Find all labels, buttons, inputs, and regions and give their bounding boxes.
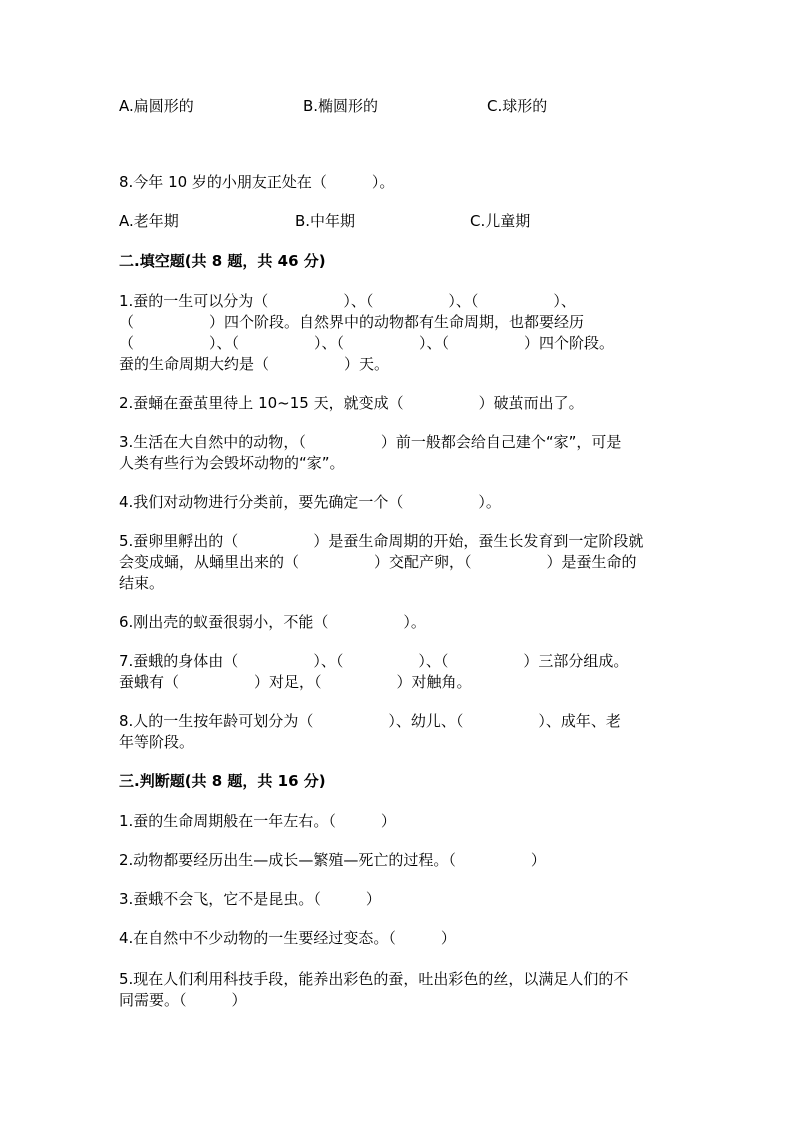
section3-title: 三.判断题(共 8 题，共 16 分) — [119, 772, 326, 790]
s2-q8-line2: 年等阶段。 — [119, 733, 195, 751]
q7-option-c: C.球形的 — [487, 97, 548, 115]
s2-q7-line2: 蚕蛾有（ ）对足，（ ）对触角。 — [119, 673, 472, 691]
q8-option-a: A.老年期 — [119, 212, 179, 230]
s3-q3: 3.蚕蛾不会飞，它不是昆虫。（ ） — [119, 890, 381, 908]
s2-q1-line2: （ ）四个阶段。自然界中的动物都有生命周期，也都要经历 — [119, 313, 585, 331]
s3-q4: 4.在自然中不少动物的一生要经过变态。（ ） — [119, 929, 456, 947]
s2-q5-line3: 结束。 — [119, 574, 165, 592]
s2-q8-line1: 8.人的一生按年龄可划分为（ ）、幼儿、（ ）、成年、老 — [119, 712, 621, 730]
s3-q1: 1.蚕的生命周期般在一年左右。（ ） — [119, 812, 396, 830]
s2-q5-line2: 会变成蛹，从蛹里出来的（ ）交配产卵，（ ）是蚕生命的 — [119, 553, 637, 571]
section2-title: 二.填空题(共 8 题，共 46 分) — [119, 252, 326, 270]
s3-q2: 2.动物都要经历出生—成长—繁殖—死亡的过程。（ ） — [119, 851, 546, 869]
s2-q1-line4: 蚕的生命周期大约是（ ）天。 — [119, 355, 390, 373]
s3-q5-line2: 同需要。（ ） — [119, 991, 247, 1009]
s2-q3-line1: 3.生活在大自然中的动物，（ ）前一般都会给自己建个“家”，可是 — [119, 433, 622, 451]
q8-option-b: B.中年期 — [295, 212, 356, 230]
q7-option-a: A.扁圆形的 — [119, 97, 194, 115]
s2-q7-line1: 7.蚕蛾的身体由（ ）、（ ）、（ ）三部分组成。 — [119, 652, 629, 670]
s2-q4: 4.我们对动物进行分类前，要先确定一个（ ）。 — [119, 493, 501, 511]
s2-q6: 6.刚出壳的蚁蚕很弱小，不能（ ）。 — [119, 613, 426, 631]
s3-q5-line1: 5.现在人们利用科技手段，能养出彩色的蚕，吐出彩色的丝，以满足人们的不 — [119, 970, 629, 988]
s2-q1-line3: （ ）、（ ）、（ ）、（ ）四个阶段。 — [119, 334, 615, 352]
q8-stem: 8.今年 10 岁的小朋友正处在（ ）。 — [119, 173, 395, 191]
s2-q1-line1: 1.蚕的一生可以分为（ ）、（ ）、（ ）、 — [119, 292, 576, 310]
s2-q3-line2: 人类有些行为会毁坏动物的“家”。 — [119, 454, 345, 472]
q7-option-b: B.椭圆形的 — [303, 97, 379, 115]
s2-q5-line1: 5.蚕卵里孵出的（ ）是蚕生命周期的开始，蚕生长发育到一定阶段就 — [119, 532, 644, 550]
q8-option-c: C.儿童期 — [470, 212, 531, 230]
s2-q2: 2.蚕蛹在蚕茧里待上 10~15 天，就变成（ ）破茧而出了。 — [119, 394, 584, 412]
